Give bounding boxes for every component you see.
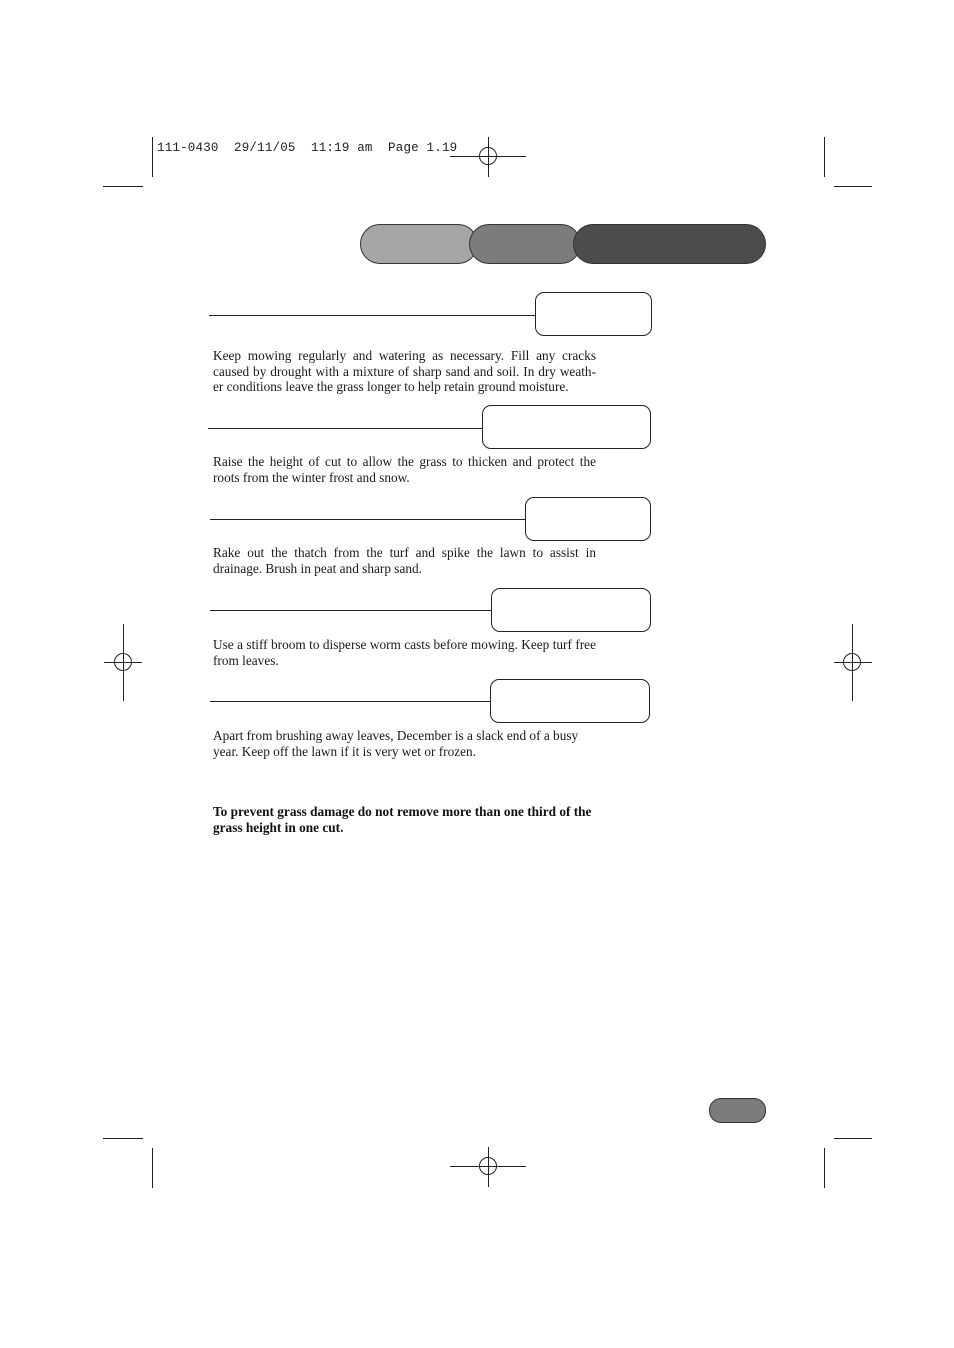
- section-body: Raise the height of cut to allow the grass to thicken and protect the roots from the winter frost and snow.: [213, 454, 596, 485]
- crop-mark-top-left-h: [103, 186, 143, 187]
- printer-slug: 111-0430 29/11/05 11:19 am Page 1.19: [157, 141, 458, 155]
- section-body: Rake out the thatch from the turf and spike the lawn to assist in drainage. Brush in peat and sharp sand.: [213, 545, 596, 576]
- crop-mark-bottom-left-h: [103, 1138, 143, 1139]
- header-tab-mid: [469, 224, 581, 264]
- grass-damage-warning: To prevent grass damage do not remove more than one third of the grass height in one cut.: [213, 804, 592, 835]
- section-body: Apart from brushing away leaves, December is a slack end of a busy year. Keep off the lawn if it is very wet or frozen.: [213, 728, 579, 759]
- section-rule: [209, 315, 536, 316]
- section-rule: [210, 610, 492, 611]
- crop-mark-top-right-v: [824, 137, 825, 177]
- crop-mark-top-right-h: [834, 186, 872, 187]
- crop-mark-bottom-right-h: [834, 1138, 872, 1139]
- page-number-pill: [709, 1098, 766, 1123]
- registration-circle-top-icon: [479, 147, 497, 165]
- header-tab-light: [360, 224, 478, 264]
- registration-circle-right-icon: [843, 653, 861, 671]
- section-heading-box: [490, 679, 650, 723]
- crop-mark-bottom-left-v: [152, 1148, 153, 1188]
- section-rule: [210, 701, 491, 702]
- section-rule: [210, 519, 526, 520]
- section-heading-box: [525, 497, 651, 541]
- section-heading-box: [491, 588, 651, 632]
- registration-circle-bottom-icon: [479, 1157, 497, 1175]
- section-body: Use a stiff broom to disperse worm casts before mowing. Keep turf free from leaves.: [213, 637, 596, 668]
- section-body: Keep mowing regularly and watering as necessary. Fill any cracks caused by drought with a mixture of sharp sand and soil. In dry weath-er conditions leave the grass longer to help retain ground moisture.: [213, 348, 596, 394]
- crop-mark-bottom-right-v: [824, 1148, 825, 1188]
- crop-mark-top-left-v: [152, 137, 153, 177]
- section-heading-box: [482, 405, 651, 449]
- section-heading-box: [535, 292, 652, 336]
- header-tab-dark: [573, 224, 766, 264]
- section-rule: [208, 428, 483, 429]
- registration-circle-left-icon: [114, 653, 132, 671]
